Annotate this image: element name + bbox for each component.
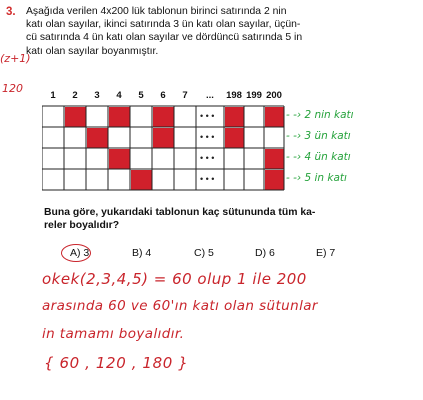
solution-set: { 60 , 120 , 180 }	[44, 354, 189, 372]
column-number: 2	[72, 90, 78, 101]
painted-cell	[265, 170, 284, 190]
option-c[interactable]: C) 5	[194, 247, 214, 259]
solution-line-2: arasında 60 ve 60'ın katı olan sütunlar	[42, 298, 318, 314]
solution-line-1: okek(2,3,4,5) = 60 olup 1 ile 200	[42, 270, 307, 288]
painted-cell	[225, 128, 244, 148]
row-note: - -› 3 ün katı	[286, 130, 351, 142]
column-number: 200	[266, 90, 282, 101]
painted-cell	[131, 170, 152, 190]
painted-cell	[265, 107, 284, 127]
painted-cell	[153, 107, 174, 127]
ellipsis-cell: • • •	[200, 132, 215, 142]
column-number: 5	[138, 90, 144, 101]
option-e[interactable]: E) 7	[316, 247, 336, 259]
column-number: 6	[160, 90, 166, 101]
ellipsis-cell: • • •	[200, 111, 215, 121]
painted-cell	[109, 107, 130, 127]
question-line: katı olan sayılar, ikinci satırında 3 ün katı olan sayılar, üçün-	[26, 19, 301, 31]
solution-line-3: in tamamı boyalıdır.	[42, 326, 185, 342]
ellipsis-cell: • • •	[200, 153, 215, 163]
handwritten-margin-note: (z+1)	[0, 52, 31, 65]
ellipsis-cell: • • •	[200, 174, 215, 184]
question-line: Aşağıda verilen 4x200 lük tablonun birinci satırında 2 nin	[26, 6, 287, 17]
column-number: 198	[226, 90, 242, 101]
painted-cell	[225, 107, 244, 127]
question-number: 3.	[6, 6, 16, 18]
question-line: cü satırında 4 ün katı olan sayılar ve dördüncü satırında 5 in	[26, 32, 303, 44]
column-number: 7	[182, 90, 188, 101]
table-svg	[42, 104, 290, 192]
column-number: ...	[206, 90, 214, 101]
painted-cell	[153, 128, 174, 148]
option-b[interactable]: B) 4	[132, 247, 152, 259]
painted-cell	[65, 107, 86, 127]
stem-line: Buna göre, yukarıdaki tablonun kaç sütununda tüm ka-	[44, 207, 316, 218]
painted-cell	[109, 149, 130, 169]
column-number: 199	[246, 90, 262, 101]
row-note: - -› 2 nin katı	[286, 109, 354, 121]
row-note: - -› 5 in katı	[286, 172, 347, 184]
option-a[interactable]: A) 3	[70, 247, 90, 259]
question-line: katı olan sayılar boyanmıştır.	[26, 45, 159, 57]
column-number: 3	[94, 90, 100, 101]
column-number: 4	[116, 90, 122, 101]
column-number: 1	[50, 90, 56, 101]
handwritten-margin-number: 120	[2, 82, 23, 95]
painted-cell	[87, 128, 108, 148]
option-d[interactable]: D) 6	[255, 247, 275, 259]
number-table	[42, 104, 290, 192]
question-stem	[44, 206, 315, 232]
row-note: - -› 4 ün katı	[286, 151, 351, 163]
question-text	[26, 5, 386, 58]
painted-cell	[265, 149, 284, 169]
stem-line: reler boyalıdır?	[44, 220, 120, 231]
